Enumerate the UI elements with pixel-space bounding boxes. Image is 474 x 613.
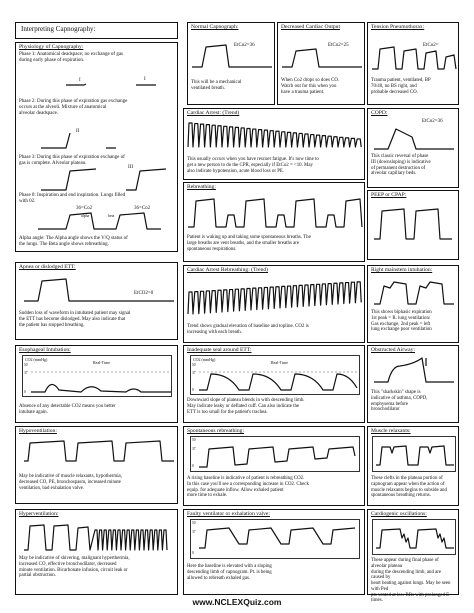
obstructed-wave <box>374 356 456 386</box>
faulty-title: Faulty ventilator or exhalation valve: <box>187 511 270 517</box>
esophageal-co2-label: CO2 (mmHg) <box>25 357 48 362</box>
arrest-rebreathing-wave <box>188 278 364 318</box>
phase0-text: Phase 0: Inspiration and end inspiration. Lungs filled with 02. <box>19 193 126 204</box>
faulty-valve-box <box>183 509 365 595</box>
physiology-title: Physiology of Capnography: <box>19 44 84 50</box>
esophageal-text: Absence of any detectable CO2 means you better intubate again. <box>19 404 116 415</box>
phase2-text: Phase 2: During this phase of expiration gas exchange occurs at the alveoli. Mixture of anatomical alveolar deadspace. <box>19 99 128 116</box>
hyperventilation-box <box>15 509 178 595</box>
decreased-wave <box>282 41 362 71</box>
copd-title: COPD: <box>371 110 388 116</box>
hypervent-title: Hyperventilation: <box>19 511 59 517</box>
muscle-relaxants-box <box>367 426 459 506</box>
esophageal-box <box>15 345 178 423</box>
normal-title: Normal Capnograph: <box>191 24 239 30</box>
copd-text: This classic reversal of phase III (downsloping) is indicative of permanent destruction of alveolar capillary beds. <box>371 154 431 177</box>
oscillations-wave <box>376 524 454 552</box>
main-title: Interpreting Capnography: <box>21 25 96 33</box>
oscillations-chart <box>372 519 456 555</box>
inadequate-seal-box <box>183 345 365 423</box>
alpha-label: alpha <box>81 214 90 218</box>
peep-title: PEEP or CPAP: <box>371 192 407 198</box>
esophageal-wave <box>31 366 171 396</box>
spontaneous-chart <box>190 436 360 472</box>
phase3-label: III <box>128 165 133 170</box>
obstructed-text: This "sharkskin" shape is indicative of asthma, COPD, emphysema before bronchodilator <box>371 390 428 413</box>
hypovent-wave <box>24 437 174 467</box>
esophageal-tick-37: 37 <box>24 371 28 375</box>
phase1-label-left: I <box>79 78 81 83</box>
inadequate-wave <box>199 366 359 394</box>
copd-box <box>367 108 459 188</box>
cardiac-arrest-box <box>183 108 365 180</box>
esophageal-tick-0: 0 <box>24 390 26 394</box>
spontaneous-tick-50: 50 <box>192 438 196 442</box>
spontaneous-title: Spontaneous rebreathing: <box>187 428 245 434</box>
decreased-co-box <box>277 22 365 105</box>
mainstem-title: Right mainstem intubation: <box>371 267 433 273</box>
hypoventilation-box <box>15 426 178 504</box>
footer-url[interactable]: www.NCLEXQuiz.com <box>192 597 282 607</box>
copd-value: EtCo2=36 <box>422 119 443 124</box>
oscillations-text: These appear during final phase of alveolar plateau during the descending limb, and are caused by heart beating against lungs. May be seen with Ped pts vented at low RRs with prolonged E-times. <box>371 558 451 604</box>
inadequate-tick-50: 50 <box>192 363 196 367</box>
relaxants-chart <box>372 436 456 472</box>
hypovent-text: May be indicative of muscle relaxants, hypothermia, decreased CO, PE, bronchospasm, increased minute ventilation, bad exhalation valve. <box>19 474 122 491</box>
arrest-text: This usually occurs when you have rescuer fatigue. It's now time to get a new person to do the CPR, especially if EtCo2 = <10. May also indicate hypotension, acute blood loss or PE. <box>187 157 319 174</box>
tension-title: Tension Pneumothorax: <box>371 24 425 30</box>
copd-wave <box>374 123 456 153</box>
spontaneous-box <box>183 426 365 506</box>
hypervent-text: May be indicative of shivering, malignant hyperthermia, increased CO, effective bronchodilator, decreased minute ventilation. Bicarbonate infusion, circuit leak or partial obstruction. <box>19 556 130 579</box>
peep-wave <box>374 205 456 245</box>
spontaneous-tick-0: 0 <box>192 464 194 468</box>
tension-wave <box>372 41 458 73</box>
hypervent-wave <box>24 520 174 554</box>
decreased-title: Decreased Cardiac Output <box>281 24 341 30</box>
normal-text: This will be a mechanical ventilated breath. <box>191 80 242 91</box>
rebreathing-text: Patient is waking up and taking some spontaneous breaths. The large breaths are vent breaths, and the smaller breaths are spontaneous respirations. <box>187 235 311 252</box>
faulty-chart <box>190 519 360 559</box>
tension-box <box>367 22 459 105</box>
phase3-text: Phase 3: During this phase of expiration exchange of gas is complete. Alveolar plateau. <box>19 155 125 166</box>
faulty-wave <box>199 524 359 556</box>
inadequate-title: Inadequate seal around ETT: <box>187 347 252 353</box>
esophageal-tick-50: 50 <box>24 363 28 367</box>
relaxants-title: Muscle relaxants: <box>371 428 411 434</box>
esophageal-title: Esophageal Intubation: <box>19 347 71 353</box>
inadequate-tick-37: 37 <box>192 371 196 375</box>
apnea-box <box>15 262 178 340</box>
decreased-text: When Co2 drops so does CO. Watch out for this when you have a trauma patient. <box>281 78 340 95</box>
obstructed-title: Obstructed Airway: <box>371 347 415 353</box>
phase1-label-right: I <box>144 77 146 82</box>
alpha-left-value: 36=Co2 <box>76 206 93 211</box>
physiology-box <box>15 42 178 252</box>
alpha-right-value: 36=Co2 <box>134 206 151 211</box>
oscillations-box <box>367 509 459 604</box>
rebreathing-wave <box>188 195 364 231</box>
spontaneous-wave <box>199 441 359 471</box>
faulty-text: Here the baseline is elevated with a sloping descending limb of capnogram. Pt. is being allowed to rebreath exhaled gas. <box>187 564 272 581</box>
normal-value: EtCo2=36 <box>234 43 255 48</box>
hypovent-title: Hypoventilation: <box>19 428 57 434</box>
decreased-value: EtCo2=25 <box>328 43 349 48</box>
apnea-text: Sudden loss of waveform in intubated patient may signal the ETT has become dislodged. May also indicate that the patient has stopped breathing. <box>19 311 131 328</box>
apnea-value: EtCO2=0 <box>134 291 154 296</box>
rebreathing-title: Rebreathing: <box>187 184 216 190</box>
phase2-wave <box>36 123 136 153</box>
faulty-tick-50: 50 <box>192 521 196 525</box>
rebreathing-box <box>183 182 365 262</box>
arrest-title: Cardiac Arrest: (Trend) <box>187 110 240 116</box>
peep-box <box>367 190 459 260</box>
inadequate-co2-label: CO2 (mmHg) <box>193 357 216 362</box>
spontaneous-text: A rising baseline is indicative of patient is rebreathing CO2. In this case you'll see a corresponding increase in CO2. Check equip. for adequate inflow. Allow exhaled patient more time to exhale. <box>187 476 309 499</box>
mainstem-text: This shows biphasic expiration 1st peak = R. lung ventilation/ Gas exchange, 2nd peak = left lung exchange poor ventilation <box>371 310 432 333</box>
phase1-text: Phase 1: Anatomical deadspace; no exchange of gas during early phase of expiration. <box>19 52 123 63</box>
esophageal-chart <box>22 355 172 397</box>
relaxants-wave <box>376 441 454 469</box>
main-title-box <box>15 22 178 39</box>
mainstem-wave <box>374 278 456 308</box>
normal-capnograph-box <box>187 22 275 105</box>
tension-value: EtCo2= <box>423 43 439 48</box>
faulty-tick-0: 0 <box>192 551 194 555</box>
alpha-beta-text: Alpha angle: The Alpha angle shows the V/Q status of the lungs. The Beta angle shows rebreathing. <box>19 236 128 247</box>
esophageal-realtime-label: Real-Time <box>93 360 110 365</box>
tension-text: Trauma patient, ventilated, BP 70/40, no BS right, and probable decreased CO. <box>371 78 431 95</box>
arrest-rebreathing-text: Trend shows gradual elevation of baseline and topline. CO2 is increasing with each breath. <box>187 324 309 335</box>
phase3-wave <box>36 165 176 195</box>
inadequate-realtime-label: Real-Time <box>271 360 288 365</box>
apnea-title: Apnea or dislodged ETT: <box>19 264 76 270</box>
arrest-rebreathing-title: Cardiac Arrest Rebreathing: (Trend) <box>187 267 269 273</box>
obstructed-box <box>367 345 459 423</box>
phase2-label: II <box>76 129 80 134</box>
inadequate-tick-0: 0 <box>192 388 194 392</box>
oscillations-title: Cardiogenic oscillations: <box>371 511 427 517</box>
beta-label: beta <box>108 214 115 218</box>
mainstem-box <box>367 265 459 343</box>
inadequate-chart <box>190 355 360 395</box>
arrest-rebreathing-box <box>183 265 365 343</box>
spontaneous-tick-37: 37 <box>192 447 196 451</box>
phase1-wave <box>66 70 166 90</box>
normal-wave <box>192 41 272 71</box>
arrest-wave <box>188 119 364 151</box>
relaxants-text: These clefts in the plateau portion of capnogram appear when the action of muscle relaxants begins to subside and spontaneous breathing returns. <box>371 476 447 499</box>
faulty-tick-37: 37 <box>192 530 196 534</box>
inadequate-text: Downward slope of plateau blends in with descending limb. May indicate leaky or deflated cuff. Can also indicate the ETT is too small for the patient's trachea. <box>187 398 305 415</box>
